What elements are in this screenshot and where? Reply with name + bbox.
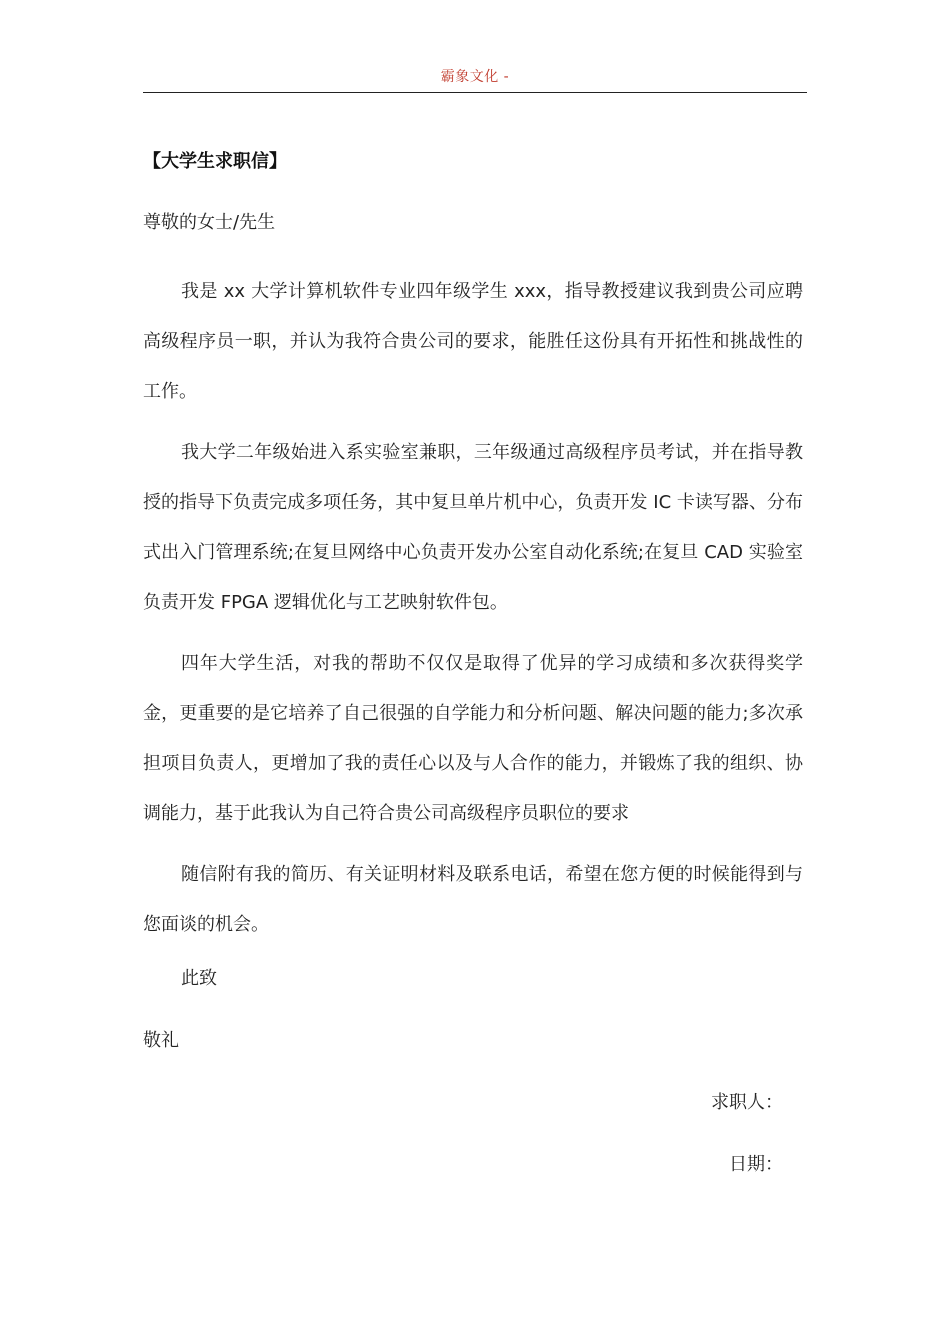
page-header (143, 66, 807, 93)
closing-line-2: 敬礼 (143, 1030, 179, 1051)
applicant-label: 求职人： (711, 1092, 783, 1113)
letter-paragraph: 随信附有我的简历、有关证明材料及联系电话，希望在您方便的时候能得到与您面谈的机会。 (143, 864, 803, 935)
date-label: 日期： (729, 1154, 783, 1175)
letter-body (143, 144, 803, 1209)
closing-line-1: 此致 (181, 968, 217, 989)
letter-paragraph: 四年大学生活，对我的帮助不仅仅是取得了优异的学习成绩和多次获得奖学金，更重要的是它培养了自己很强的自学能力和分析问题、解决问题的能力;多次承担项目负责人，更增加了我的责任心以及与人合作的能力，并锻炼了我的组织、协调能力，基于此我认为自己符合贵公司高级程序员职位的要求 (143, 653, 803, 824)
letter-paragraph: 我是 xx 大学计算机软件专业四年级学生 xxx，指导教授建议我到贵公司应聘高级程序员一职，并认为我符合贵公司的要求，能胜任这份具有开拓性和挑战性的工作。 (143, 281, 803, 402)
header-text: 霸象文化 - (440, 69, 510, 85)
letter-title: 【大学生求职信】 (143, 151, 287, 172)
letter-salutation: 尊敬的女士/先生 (143, 212, 276, 233)
letter-paragraph: 我大学二年级始进入系实验室兼职，三年级通过高级程序员考试，并在指导教授的指导下负责完成多项任务，其中复旦单片机中心，负责开发 IC 卡读写器、分布式出入门管理系统;在复旦网络中心负责开发办公室自动化系统;在复旦 CAD 实验室负责开发 FPGA 逻辑优化与工艺映射软件包。 (143, 442, 803, 613)
